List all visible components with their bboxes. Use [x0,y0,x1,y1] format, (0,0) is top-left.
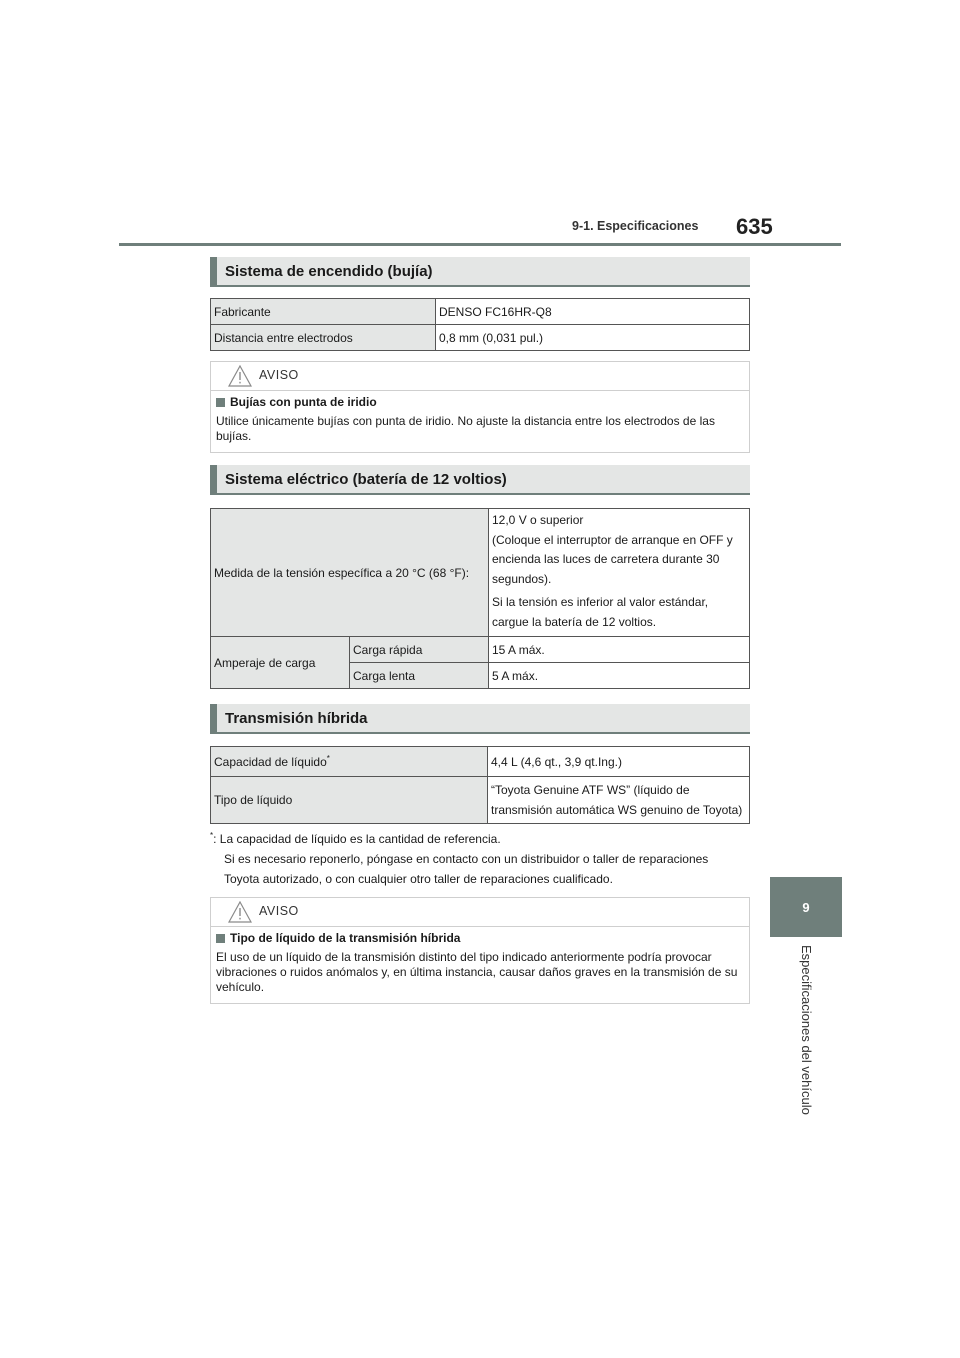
caution-title: AVISO [259,904,299,918]
warning-icon [228,901,252,923]
table-row [211,509,750,637]
caution-subtitle-text: Bujías con punta de iridio [230,395,377,409]
capacity-label: Capacidad de líquido [214,754,327,769]
transmission-section-title: Transmisión híbrida [210,704,750,734]
voltage-instruction: (Coloque el interruptor de arranque en OFF y encienda las luces de carretera durante 30 segundos). [492,532,733,586]
table-cell-label: Distancia entre electrodos [211,325,436,351]
table-cell-value: “Toyota Genuine ATF WS” (líquido de transmisión automática WS genuino de Toyota) [488,777,750,824]
footnote-mark: * [326,753,330,763]
table-cell-value: 0,8 mm (0,031 pul.) [436,325,750,351]
table-cell-value: DENSO FC16HR-Q8 [436,299,750,325]
footnote-line: Toyota autorizado, o con cualquier otro taller de reparaciones cualificado. [224,872,613,886]
ignition-section-title: Sistema de encendido (bujía) [210,257,750,287]
ignition-table [210,298,750,351]
caution-header [211,362,749,391]
electrical-table [210,508,750,689]
table-row [211,637,750,663]
footnote [210,829,755,889]
table-cell-label: Fabricante [211,299,436,325]
table-cell-value: 4,4 L (4,6 qt., 3,9 qt.Ing.) [488,747,750,777]
voltage-note: Si la tensión es inferior al valor estándar, cargue la batería de 12 voltios. [492,595,709,629]
voltage-value: 12,0 V o superior [492,513,584,527]
table-cell-label: Amperaje de carga [211,637,350,689]
table-cell-label [211,747,488,777]
caution-subtitle-text: Tipo de líquido de la transmisión híbrida [230,931,461,945]
electrical-section-title: Sistema eléctrico (batería de 12 voltios) [210,465,750,495]
header-rule [119,243,841,246]
table-row [211,747,750,777]
table-row [211,325,750,351]
square-bullet-icon [216,398,225,407]
caution-subtitle [216,931,744,946]
section-label: 9-1. Especificaciones [572,219,699,233]
square-bullet-icon [216,934,225,943]
footnote-line: : La capacidad de líquido es la cantidad de referencia. [213,832,501,846]
table-cell-value: 15 A máx. [489,637,750,663]
table-cell-label: Tipo de líquido [211,777,488,824]
table-row [211,777,750,824]
table-cell-value [489,509,750,637]
table-cell-label: Carga lenta [350,663,489,689]
caution-box-spark-plugs [210,361,750,453]
table-cell-value: 5 A máx. [489,663,750,689]
chapter-tab[interactable]: 9 [770,877,842,937]
table-cell-label: Carga rápida [350,637,489,663]
table-cell-label: Medida de la tensión específica a 20 °C (68 °F): [211,509,489,637]
caution-header [211,898,749,927]
caution-subtitle [216,395,744,410]
page-number: 635 [736,214,773,239]
transmission-table [210,746,750,824]
caution-text: Utilice únicamente bujías con punta de iridio. No ajuste la distancia entre los electrodos de las bujías. [216,414,715,443]
warning-icon [228,365,252,387]
caution-title: AVISO [259,368,299,382]
table-row [211,299,750,325]
footnote-mark: * [210,831,214,840]
caution-text: El uso de un líquido de la transmisión distinto del tipo indicado anteriormente podría provocar vibraciones o ruidos anómalos y, en última instancia, causar daños graves en la transmisión de su vehículo. [216,950,738,994]
chapter-side-title: Especificaciones del vehículo [799,945,814,1115]
footnote-line: Si es necesario reponerlo, póngase en contacto con un distribuidor o taller de reparaciones [224,852,709,866]
caution-box-transmission-fluid [210,897,750,1004]
